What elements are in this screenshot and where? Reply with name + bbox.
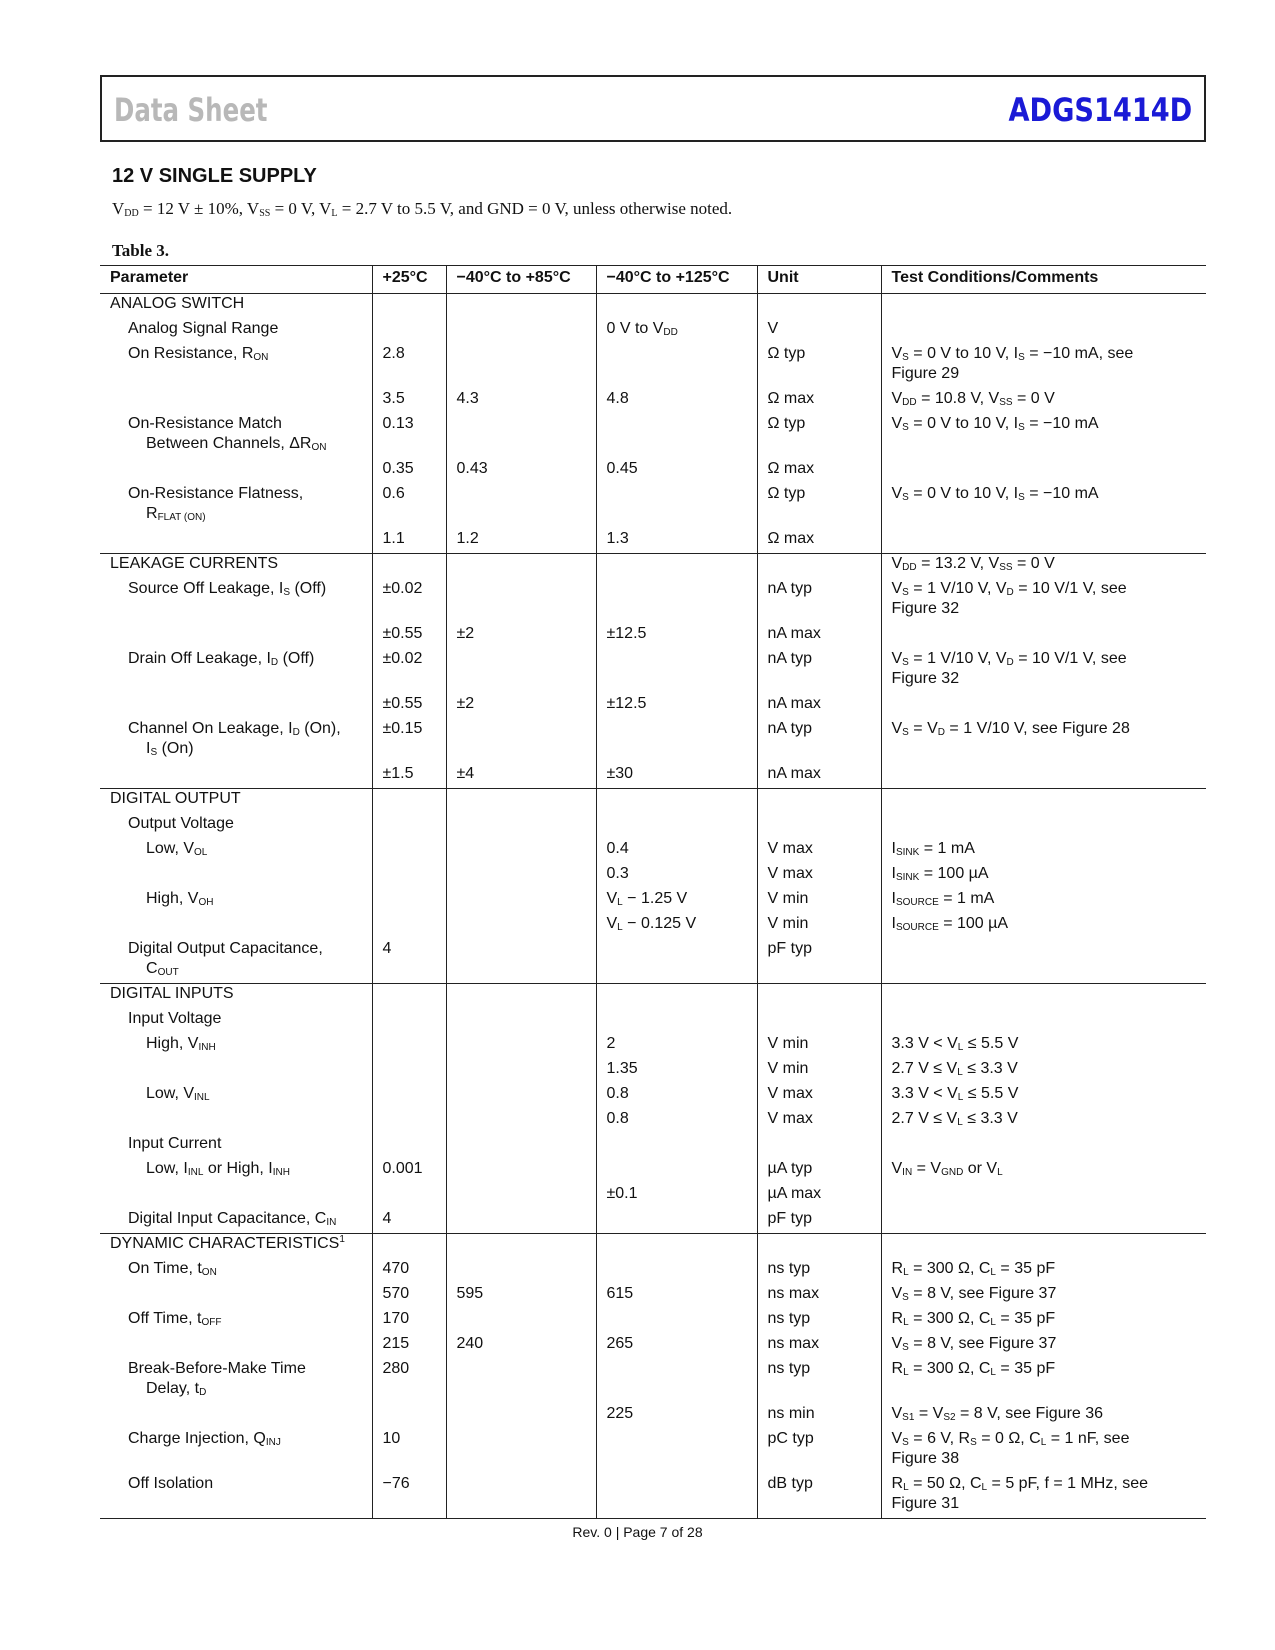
header-bar: [100, 75, 1206, 142]
unit: V max: [757, 1109, 881, 1134]
table-row: [100, 554, 1206, 579]
unit: Ω max: [757, 529, 881, 554]
table-row: [100, 1404, 1206, 1429]
table-row: [100, 1084, 1206, 1109]
value-125c: 0.8: [596, 1084, 757, 1109]
value-25c: 0.6: [372, 484, 446, 529]
param-label: Break-Before-Make Time Delay, $t_D$: [128, 1359, 306, 1398]
unit: nA typ: [757, 649, 881, 694]
conditions: $V_S = 0$ V to 10 V, $I_S = -10$ mA: [881, 484, 1206, 529]
table-row: [100, 1034, 1206, 1059]
section-digital-output: DIGITAL OUTPUT: [110, 790, 241, 807]
table-row: [100, 939, 1206, 984]
col-header-parameter: Parameter: [100, 266, 372, 294]
conditions: $R_L = 300$ Ω, $C_L = 35$ pF: [881, 1359, 1206, 1404]
page-footer: Rev. 0 | Page 7 of 28: [572, 1524, 703, 1540]
table-row: [100, 839, 1206, 864]
value-85c: ±2: [446, 624, 596, 649]
param-label: On-Resistance Match Between Channels, $\Delta R_{ON}$: [128, 414, 327, 453]
conditions: $V_S = 8$ V, see Figure 37: [881, 1334, 1206, 1359]
param-label: Channel On Leakage, $I_D$ (On), $I_S$ (On): [128, 719, 341, 758]
conditions: $R_L = 300$ Ω, $C_L = 35$ pF: [881, 1309, 1206, 1334]
conditions: $R_L = 50$ Ω, $C_L = 5$ pF, f = 1 MHz, see Figure 31: [881, 1474, 1206, 1519]
conditions: 3.3 $V < V_L \le 5.5$ V: [881, 1084, 1206, 1109]
value-85c: 4.3: [446, 389, 596, 414]
param-label: Off Isolation: [100, 1474, 372, 1519]
unit: V min: [757, 1059, 881, 1084]
value-125c: $V_L - 1.25$ V: [596, 889, 757, 914]
unit: V min: [757, 889, 881, 914]
table-caption: Table 3.: [112, 241, 170, 260]
col-header-conditions: Test Conditions/Comments: [881, 266, 1206, 294]
value-85c: ±2: [446, 694, 596, 719]
value-125c: 265: [596, 1334, 757, 1359]
table-row: [100, 764, 1206, 789]
value-25c: 470: [372, 1259, 446, 1284]
value-25c: ±0.55: [372, 624, 446, 649]
table-row: [100, 1429, 1206, 1474]
value-25c: ±0.55: [372, 694, 446, 719]
unit: µA max: [757, 1184, 881, 1209]
unit: nA max: [757, 694, 881, 719]
value-125c: 1.3: [596, 529, 757, 554]
value-25c: 4: [372, 939, 446, 984]
table-row: [100, 1184, 1206, 1209]
value-25c: 170: [372, 1309, 446, 1334]
value-85c: 240: [446, 1334, 596, 1359]
value-25c: 0.35: [372, 459, 446, 484]
value-85c: 595: [446, 1284, 596, 1309]
section-title: 12 V SINGLE SUPPLY: [112, 165, 317, 187]
table-row: [100, 344, 1206, 389]
table-row: [100, 1284, 1206, 1309]
unit: ns typ: [757, 1359, 881, 1404]
unit: ns max: [757, 1334, 881, 1359]
param-label: Input Voltage: [128, 1009, 222, 1027]
table-row: [100, 719, 1206, 764]
unit: nA max: [757, 624, 881, 649]
unit: V: [757, 319, 881, 344]
conditions: $V_S = 0$ V to 10 V, $I_S = -10$ mA: [881, 414, 1206, 459]
table-row: [100, 1309, 1206, 1334]
conditions: $V_S = V_D = 1$ V/10 V, see Figure 28: [881, 719, 1206, 764]
conditions: $R_L = 300$ Ω, $C_L = 35$ pF: [881, 1259, 1206, 1284]
param-label: High, $V_{OH}$: [146, 889, 214, 908]
param-label: Charge Injection, $Q_{INJ}$: [128, 1429, 281, 1448]
param-label: Low, $V_{OL}$: [146, 839, 208, 858]
unit: V max: [757, 864, 881, 889]
table-row: [100, 984, 1206, 1009]
table-row: [100, 624, 1206, 649]
conditions: $I_{SINK} = 1$ mA: [881, 839, 1206, 864]
param-label: Low, $V_{INL}$: [146, 1084, 210, 1103]
value-25c: 3.5: [372, 389, 446, 414]
table-row: [100, 294, 1206, 319]
conditions: $I_{SOURCE} = 1$ mA: [881, 889, 1206, 914]
conditions: $V_{DD} = 10.8$ V, $V_{SS} = 0$ V: [881, 389, 1206, 414]
unit: Ω typ: [757, 484, 881, 529]
table-row: [100, 529, 1206, 554]
conditions: $V_S = 1$ V/10 V, $V_D = 10$ V/1 V, see Figure 32: [881, 579, 1206, 624]
unit: Ω typ: [757, 344, 881, 389]
table-row: [100, 889, 1206, 914]
unit: V max: [757, 1084, 881, 1109]
unit: ns min: [757, 1404, 881, 1429]
unit: Ω max: [757, 459, 881, 484]
conditions: 2.7 $V \le V_L \le 3.3$ V: [881, 1109, 1206, 1134]
col-header-125c: −40°C to +125°C: [596, 266, 757, 294]
value-125c: ±30: [596, 764, 757, 789]
unit: µA typ: [757, 1159, 881, 1184]
table-row: [100, 864, 1206, 889]
unit: ns max: [757, 1284, 881, 1309]
value-25c: −76: [372, 1474, 446, 1519]
conditions: $I_{SINK} = 100$ µA: [881, 864, 1206, 889]
unit: pF typ: [757, 1209, 881, 1234]
value-125c: ±0.1: [596, 1184, 757, 1209]
conditions: $I_{SOURCE} = 100$ µA: [881, 914, 1206, 939]
col-header-25c: +25°C: [372, 266, 446, 294]
header-part-number: ADGS1414D: [1008, 91, 1192, 129]
unit: Ω max: [757, 389, 881, 414]
col-header-85c: −40°C to +85°C: [446, 266, 596, 294]
unit: nA typ: [757, 719, 881, 764]
value-125c: 225: [596, 1404, 757, 1429]
param-label: Digital Output Capacitance, $C_{OUT}$: [100, 939, 372, 984]
value-125c: 615: [596, 1284, 757, 1309]
table-row: [100, 649, 1206, 694]
table-row: [100, 694, 1206, 719]
section-dynamic-characteristics: DYNAMIC CHARACTERISTICS$^1$: [110, 1234, 345, 1252]
table-row: [100, 1259, 1206, 1284]
table-row: [100, 1159, 1206, 1184]
param-label: Input Current: [128, 1134, 222, 1152]
section-analog-switch: ANALOG SWITCH: [110, 295, 245, 312]
section-conditions: $V_{DD} = 12$ V ± 10%, $V_{SS} = 0$ V, $V_L = 2.7$ V to 5.5 V, and GND = 0 V, unless otherwise noted.: [112, 199, 733, 219]
param-label: Drain Off Leakage, $I_D$ (Off): [128, 649, 315, 668]
section-leakage-currents: LEAKAGE CURRENTS: [110, 555, 279, 572]
table-row: [100, 319, 1206, 344]
value-25c: 215: [372, 1334, 446, 1359]
table-row: [100, 389, 1206, 414]
conditions: $V_S = 1$ V/10 V, $V_D = 10$ V/1 V, see Figure 32: [881, 649, 1206, 694]
value-25c: ±0.02: [372, 579, 446, 624]
table-row: [100, 1474, 1206, 1519]
param-label: Low, $I_{INL}$ or High, $I_{INH}$: [146, 1159, 290, 1178]
table-row: [100, 1134, 1206, 1159]
table-row: [100, 1059, 1206, 1084]
unit: nA typ: [757, 579, 881, 624]
table-row: [100, 484, 1206, 529]
param-label: Analog Signal Range: [128, 319, 279, 337]
param-label: On Time, $t_{ON}$: [128, 1259, 217, 1278]
spec-table: [100, 265, 1206, 1519]
value-25c: 570: [372, 1284, 446, 1309]
table-header-row: [100, 266, 1206, 294]
unit: pF typ: [757, 939, 881, 984]
table-row: [100, 814, 1206, 839]
unit: Ω typ: [757, 414, 881, 459]
conditions: 3.3 $V < V_L \le 5.5$ V: [881, 1034, 1206, 1059]
conditions: 2.7 $V \le V_L \le 3.3$ V: [881, 1059, 1206, 1084]
col-header-unit: Unit: [757, 266, 881, 294]
unit: pC typ: [757, 1429, 881, 1474]
value-85c: ±4: [446, 764, 596, 789]
value-125c: 4.8: [596, 389, 757, 414]
param-label: Digital Input Capacitance, $C_{IN}$: [100, 1209, 372, 1234]
value-125c: 0.45: [596, 459, 757, 484]
header-doc-type: Data Sheet: [114, 91, 268, 129]
conditions: $V_{S1} = V_{S2} = 8$ V, see Figure 36: [881, 1404, 1206, 1429]
unit: V min: [757, 1034, 881, 1059]
unit: V max: [757, 839, 881, 864]
value-125c: 2: [596, 1034, 757, 1059]
value-25c: ±0.15: [372, 719, 446, 764]
unit: dB typ: [757, 1474, 881, 1519]
value-25c: ±0.02: [372, 649, 446, 694]
value-25c: 10: [372, 1429, 446, 1474]
value-125c: 0.8: [596, 1109, 757, 1134]
param-label: Output Voltage: [128, 814, 234, 832]
param-label: Source Off Leakage, $I_S$ (Off): [128, 579, 327, 598]
value-85c: 0.43: [446, 459, 596, 484]
table-row: [100, 1234, 1206, 1259]
value-125c: 0.4: [596, 839, 757, 864]
conditions: $V_{IN} = V_{GND}$ or $V_L$: [881, 1159, 1206, 1184]
table-row: [100, 1359, 1206, 1404]
value-125c: 1.35: [596, 1059, 757, 1084]
unit: ns typ: [757, 1309, 881, 1334]
table-row: [100, 789, 1206, 814]
table-row: [100, 1109, 1206, 1134]
unit: V min: [757, 914, 881, 939]
value-125c: ±12.5: [596, 694, 757, 719]
value-25c: 4: [372, 1209, 446, 1234]
conditions: $V_S = 8$ V, see Figure 37: [881, 1284, 1206, 1309]
value-25c: ±1.5: [372, 764, 446, 789]
conditions: $V_{DD} = 13.2$ V, $V_{SS} = 0$ V: [881, 554, 1206, 579]
param-label: High, $V_{INH}$: [146, 1034, 216, 1053]
conditions: $V_S = 0$ V to 10 V, $I_S = -10$ mA, see Figure 29: [881, 344, 1206, 389]
conditions: $V_S = 6$ V, $R_S = 0$ Ω, $C_L = 1$ nF, see Figure 38: [881, 1429, 1206, 1474]
table-row: [100, 1009, 1206, 1034]
value-25c: 0.001: [372, 1159, 446, 1184]
table-row: [100, 914, 1206, 939]
param-label: Off Time, $t_{OFF}$: [128, 1309, 222, 1328]
value-25c: 280: [372, 1359, 446, 1404]
table-row: [100, 459, 1206, 484]
value-85c: 1.2: [446, 529, 596, 554]
value-25c: 2.8: [372, 344, 446, 389]
table-row: [100, 1334, 1206, 1359]
table-row: [100, 579, 1206, 624]
value-125c: 0.3: [596, 864, 757, 889]
unit: nA max: [757, 764, 881, 789]
table-row: [100, 414, 1206, 459]
param-label: On Resistance, $R_{ON}$: [128, 344, 269, 363]
value-125c: 0 V to $V_{DD}$: [596, 319, 757, 344]
unit: ns typ: [757, 1259, 881, 1284]
table-row: [100, 1209, 1206, 1234]
value-125c: ±12.5: [596, 624, 757, 649]
value-25c: 1.1: [372, 529, 446, 554]
param-label: On-Resistance Flatness, $R_{FLAT (ON)}$: [128, 484, 304, 523]
value-125c: $V_L - 0.125$ V: [596, 914, 757, 939]
value-25c: 0.13: [372, 414, 446, 459]
section-digital-inputs: DIGITAL INPUTS: [110, 985, 234, 1002]
